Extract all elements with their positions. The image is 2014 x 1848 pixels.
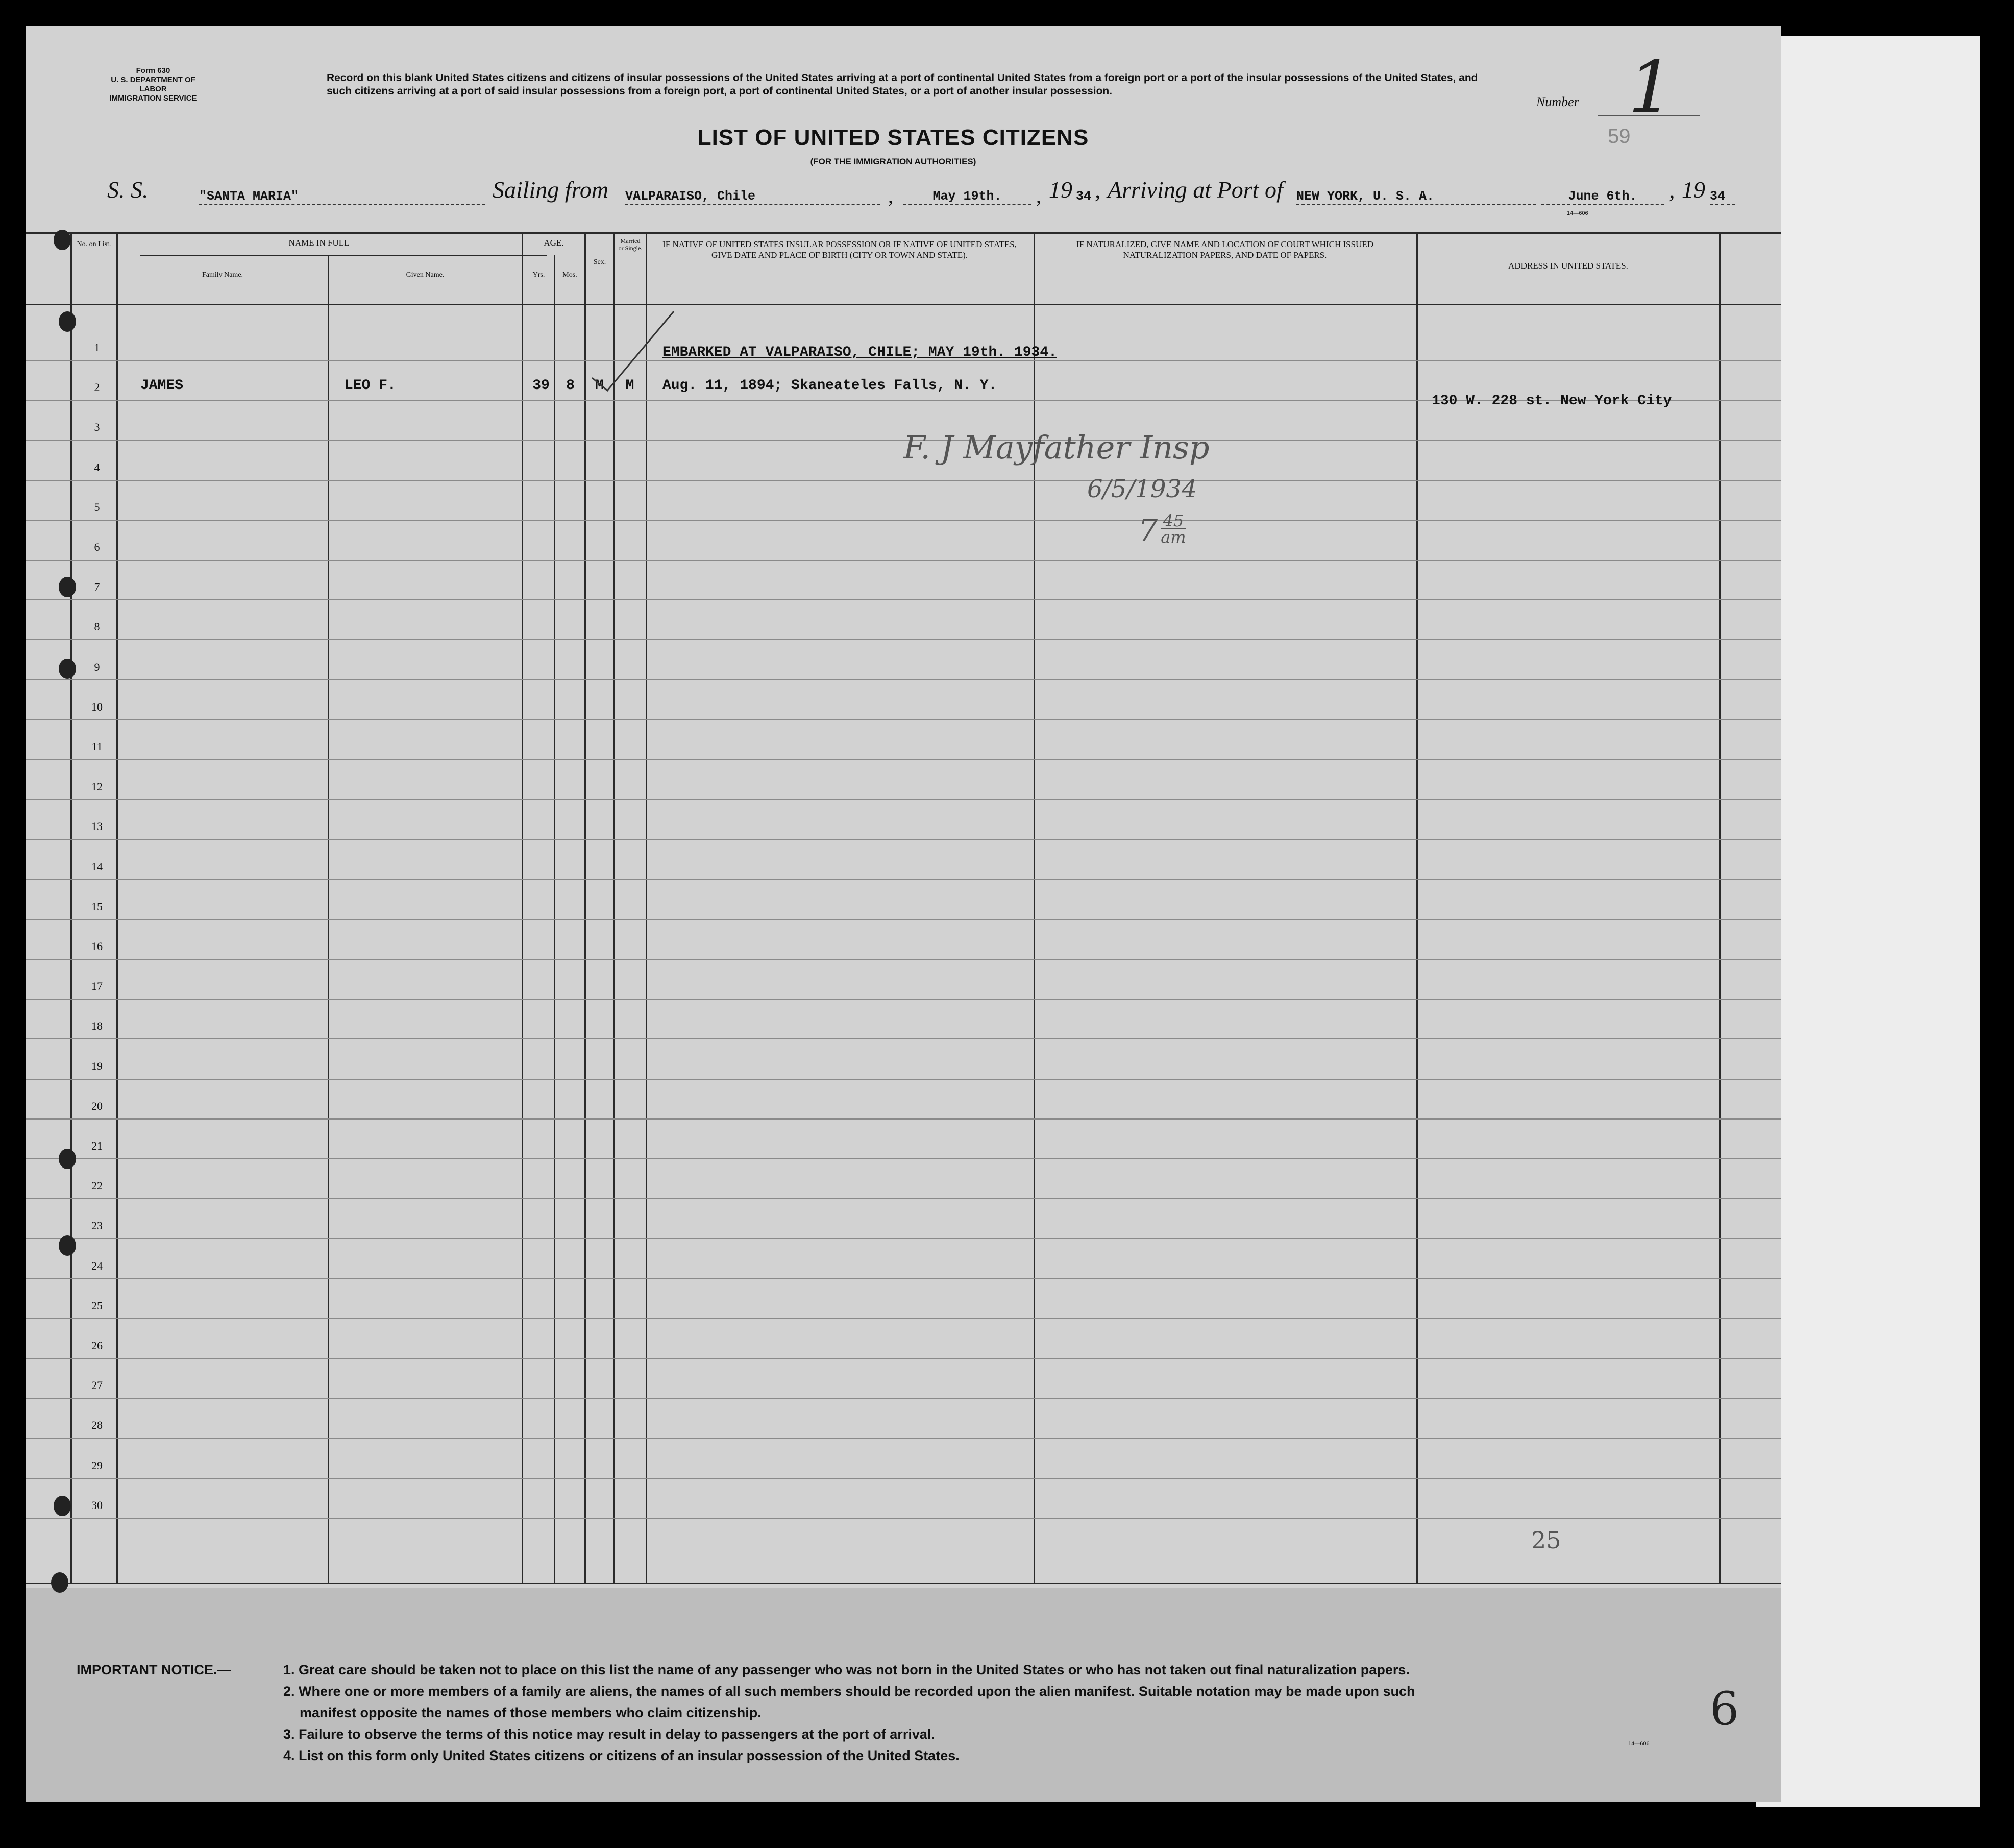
notice-item-4: 4. List on this form only United States citizens or citizens of an insular possession of the United States. — [283, 1748, 960, 1763]
row-line — [26, 480, 1781, 481]
col-age: AGE. — [544, 238, 564, 248]
binding-hole — [59, 659, 76, 679]
row-line — [26, 1478, 1781, 1479]
row-number: 29 — [91, 1458, 103, 1472]
binding-hole — [54, 230, 71, 250]
row-number: 18 — [91, 1019, 103, 1033]
row-number: 25 — [91, 1299, 103, 1312]
sailing-from: VALPARAISO, Chile — [625, 189, 880, 205]
number-label: Number — [1536, 94, 1579, 109]
row-line — [26, 719, 1781, 720]
row-number: 20 — [91, 1099, 103, 1112]
number-stamp: 59 — [1608, 125, 1631, 148]
binding-hole — [59, 1149, 76, 1169]
row-number: 10 — [91, 700, 103, 713]
notice-heading: IMPORTANT NOTICE.— — [77, 1662, 231, 1677]
col-age-years: Yrs. — [532, 271, 545, 279]
row-number: 4 — [94, 460, 100, 474]
col-native-birth: IF NATIVE OF UNITED STATES INSULAR POSSESSION OR IF NATIVE OF UNITED STATES, GIVE DATE AND PLACE OF BIRTH (CITY OR TOWN AND STATE). — [662, 239, 1017, 260]
notice-item-1: 1. Great care should be taken not to place on this list the name of any passenger who was not born in the United States or who has not taken out final naturalization papers. — [283, 1662, 1410, 1677]
number-value: 1 — [1628, 46, 1674, 129]
row-number: 6 — [94, 541, 100, 553]
row-number: 15 — [91, 899, 103, 913]
page-title: LIST OF UNITED STATES CITIZENS — [697, 125, 1089, 150]
row-line — [26, 959, 1781, 960]
row-number: 1 — [94, 341, 100, 354]
row-line — [26, 799, 1781, 800]
service-name: IMMIGRATION SERVICE — [109, 94, 197, 103]
row-number: 19 — [91, 1059, 103, 1073]
year-suffix-1: 34 — [1076, 189, 1092, 204]
row-line — [26, 1398, 1781, 1399]
header-form-code: 14—606 — [1567, 210, 1588, 216]
row-line — [26, 520, 1781, 521]
row-number: 28 — [91, 1419, 103, 1432]
col-sex: Sex. — [593, 258, 606, 266]
row-line — [26, 759, 1781, 760]
page-mark: 25 — [1531, 1526, 1561, 1554]
row-number: 11 — [91, 740, 103, 753]
arriving-date: June 6th. — [1541, 189, 1664, 205]
notice-item-2: 2. Where one or more members of a family are aliens, the names of all such members should be recorded upon the alien manifest. Suitable notation may be made upon such — [283, 1684, 1415, 1699]
subheader-divider — [140, 255, 547, 256]
row-line — [26, 1118, 1781, 1120]
given-name-cell: LEO F. — [345, 378, 396, 394]
intro-paragraph: Record on this blank United States citizens and citizens of insular possessions of the United States arriving at a port of continental United States from a foreign port or a port of the insular possessions of the United States, and such citizens arriving at a port of said insular possessions from a foreign port, a port of continental United States, or a port of another insular possession. — [327, 72, 1478, 97]
row-line — [26, 1278, 1781, 1279]
col-no-on-list: No. on List. — [77, 240, 111, 248]
row-line — [26, 560, 1781, 561]
row-line — [26, 879, 1781, 880]
arriving-port: NEW YORK, U. S. A. — [1296, 189, 1536, 205]
form-number: Form 630 — [136, 66, 170, 75]
table-top-border — [26, 232, 1781, 234]
time-period: am — [1161, 527, 1186, 547]
binding-hole — [59, 311, 76, 332]
row-line — [26, 1518, 1781, 1519]
row-line — [26, 1079, 1781, 1080]
binding-hole — [51, 1572, 68, 1593]
embarked-note: EMBARKED AT VALPARAISO, CHILE; MAY 19th. 1934. — [662, 345, 1057, 360]
col-naturalized: IF NATURALIZED, GIVE NAME AND LOCATION OF COURT WHICH ISSUED NATURALIZATION PAPERS, AND DATE OF PAPERS. — [1076, 239, 1373, 260]
row-number: 22 — [91, 1179, 103, 1193]
row-line — [26, 919, 1781, 920]
address-cell: 130 W. 228 st. New York City — [1432, 393, 1672, 409]
arriving-label: Arriving at Port of — [1108, 177, 1283, 203]
inspection-time — [1138, 513, 1186, 549]
underlying-sheet — [1756, 36, 1980, 1807]
row-number: 27 — [91, 1379, 103, 1392]
form-identification — [97, 66, 209, 103]
row-line — [26, 679, 1781, 680]
corner-mark: 6 — [1710, 1682, 1739, 1736]
row-line — [26, 1038, 1781, 1039]
row-line — [26, 1358, 1781, 1359]
row-number: 8 — [94, 620, 100, 634]
row-number: 17 — [91, 980, 103, 993]
notice-item-3: 3. Failure to observe the terms of this notice may result in delay to passengers at the port of arrival. — [283, 1727, 935, 1742]
sailing-label: Sailing from — [493, 177, 609, 203]
family-name-cell: JAMES — [140, 378, 184, 394]
age-months-cell: 8 — [566, 378, 575, 394]
notice-body — [283, 1659, 1763, 1766]
binding-hole — [59, 577, 76, 597]
year-prefix-2: 19 — [1682, 177, 1705, 203]
row-number: 12 — [91, 780, 103, 793]
sex-cell: M — [595, 378, 604, 394]
row-number: 7 — [94, 580, 100, 594]
row-number: 13 — [91, 820, 103, 833]
row-line — [26, 1198, 1781, 1199]
time-minutes: 45 — [1161, 513, 1186, 529]
col-name-in-full: NAME IN FULL — [288, 238, 350, 248]
page-subtitle: (FOR THE IMMIGRATION AUTHORITIES) — [810, 157, 976, 166]
department-name: U. S. DEPARTMENT OF LABOR — [111, 76, 195, 93]
row-number: 3 — [94, 421, 100, 434]
col-given-name: Given Name. — [406, 271, 445, 279]
sailing-date: May 19th. — [903, 189, 1031, 205]
col-married-single: Married or Single. — [618, 237, 643, 252]
row-line — [26, 599, 1781, 600]
year-prefix-1: 19 — [1049, 177, 1072, 203]
row-number: 2 — [94, 381, 100, 394]
notice-item-2-cont: manifest opposite the names of those members who claim citizenship. — [300, 1705, 762, 1720]
row-number: 30 — [91, 1498, 103, 1512]
row-line — [26, 639, 1781, 640]
year-suffix-2: 34 — [1710, 189, 1735, 205]
ship-name: "SANTA MARIA" — [199, 189, 485, 205]
row-number: 5 — [94, 500, 100, 514]
manifest-sheet: Form 630 U. S. DEPARTMENT OF LABOR IMMIGRATION SERVICE Record on this blank United States citizens and citizens of insular possessions of the United States arriving at a port of continental United States from a foreign port or a port of the insular possessions of the United States, and such citizens arriving at a port of said insular possessions from a foreign port, a port of continental United States, or a port of another insular possession. Number 1 59 LIST OF UNITED STATES CITIZENS (FOR THE IMMIGRATION AUTHORITIES) S. S. "SANTA MARIA" Sailing from VALPARAISO, Chile , May 19th. , 19 34 , Arriving at Port of NEW YORK, U. S. A. June 6th. , 19 34 14—606 No. on List. NAME IN FULL Family Name. Given Name. AGE. Yrs. Mos. Sex. Married or Single. IF NATIVE OF UNITED STATES INSULAR POSSESSION OR IF NATIVE OF UNITED STATES, GIVE DATE AND PLACE OF BIRTH (CITY OR TOWN AND STATE). IF NATURALIZED, GIVE NAME AND LOCATION OF COURT WHICH ISSUED NATURALIZATION PAPERS, AND DATE OF PAPERS. ADDRESS IN UNITED STATES. 1 2 3 4 5 6 7 8 9 10 11 12 13 14 15 16 17 18 19 20 21 22 23 24 25 26 27 28 29 30 EMBARKED AT VALPARAISO, CHILE; MAY 19th. 1934. JAMES LEO F. 39 8 M M Aug. 11, 1894; Skaneateles Falls, N. Y. 130 W. 228 st. New York City F. J Mayfather Insp 6/5/1934 7 $\frac{45}{am}$ 25 IMPORTANT NOTICE.— 1. Great care should be taken not to place on this list the name of any passenger who was not born in the United States or who has not taken out final naturalization papers. 2. Where one or more members of a family are aliens, the names of all such members should be recorded upon the alien manifest. Suitable notation may be made upon such manifest opposite the names of those members who claim citizenship. 3. Failure to observe the terms of this notice may result in delay to passengers at the port of arrival. 4. List on this form only United States citizens or citizens of an insular possession of the United States. 14—606 6 — [26, 26, 1781, 1802]
inspection-date: 6/5/1934 — [1087, 475, 1197, 503]
header-bottom-border — [26, 304, 1781, 305]
row-number: 26 — [91, 1339, 103, 1352]
row-line — [26, 1318, 1781, 1319]
row-number: 9 — [94, 660, 100, 673]
binding-hole — [54, 1496, 71, 1516]
col-address: ADDRESS IN UNITED STATES. — [1508, 261, 1628, 271]
row-number: 23 — [91, 1219, 103, 1232]
row-line — [26, 999, 1781, 1000]
binding-hole — [59, 1235, 76, 1256]
row-number: 16 — [91, 940, 103, 953]
row-line — [26, 1158, 1781, 1159]
row-number: 14 — [91, 860, 103, 873]
col-family-name: Family Name. — [202, 271, 243, 279]
age-years-cell: 39 — [532, 378, 550, 394]
row-line — [26, 1438, 1781, 1439]
footer-form-code: 14—606 — [1628, 1741, 1650, 1747]
row-number: 24 — [91, 1259, 103, 1272]
inspector-signature: F. J Mayfather Insp — [903, 429, 1210, 466]
time-hour: 7 — [1138, 513, 1158, 549]
ss-label: S. S. — [107, 177, 149, 203]
check-mark — [577, 301, 679, 403]
row-line — [26, 1238, 1781, 1239]
birth-cell: Aug. 11, 1894; Skaneateles Falls, N. Y. — [662, 378, 997, 394]
table-bottom-border — [26, 1583, 1781, 1584]
marital-cell: M — [625, 378, 634, 394]
col-age-months: Mos. — [562, 271, 577, 279]
row-number: 21 — [91, 1139, 103, 1152]
row-line — [26, 839, 1781, 840]
